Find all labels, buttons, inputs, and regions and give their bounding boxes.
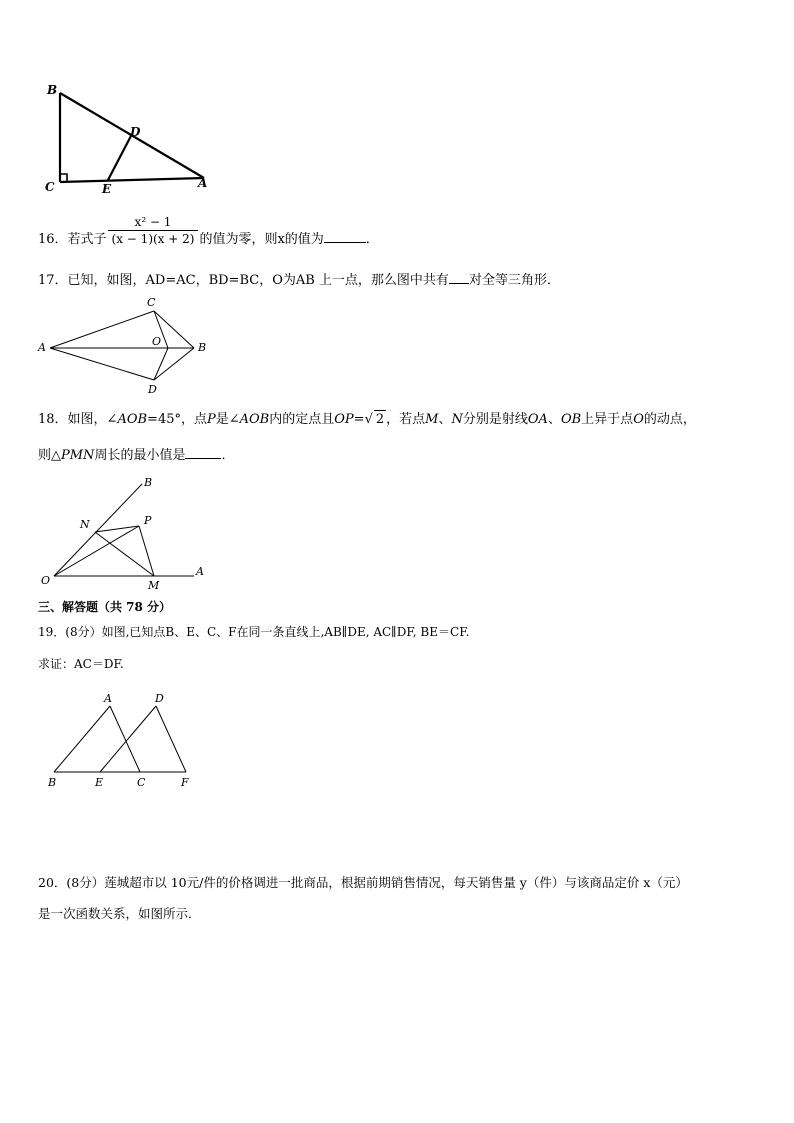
- q18-text: =: [353, 412, 365, 427]
- label-C: C: [147, 296, 156, 309]
- label-O: O: [152, 335, 162, 348]
- answer-blank-17[interactable]: [449, 271, 469, 284]
- question-18-line-2: [38, 446, 234, 465]
- q16-fraction: [108, 214, 199, 247]
- q18-var: AOB: [117, 412, 148, 427]
- q16-denominator: (x − 1)(x + 2): [111, 232, 195, 246]
- question-19: 19．(8分）如图,已知点B、E、C、F在同一条直线上,AB∥DE, AC∥DF, BE＝CF.: [38, 625, 470, 639]
- q18-var: M: [425, 412, 439, 427]
- label-A: A: [38, 341, 46, 354]
- q16-prefix: 16．若式子: [38, 232, 107, 247]
- question-20-line-2: 是一次函数关系，如图所示．: [38, 906, 201, 921]
- sqrt-radicand: 2: [375, 412, 385, 427]
- label-B: B: [48, 776, 57, 789]
- q18-var: OA: [527, 412, 548, 427]
- question-17: [38, 271, 560, 290]
- q18-var: O: [633, 412, 644, 427]
- answer-blank-18[interactable]: [185, 446, 221, 459]
- label-B: B: [144, 476, 153, 489]
- label-A: A: [196, 565, 204, 578]
- q18-var: P: [206, 412, 216, 427]
- q18-text: 是∠: [215, 412, 240, 427]
- q18-text: 周长的最小值是: [94, 448, 186, 463]
- figure-right-triangle: [40, 78, 220, 198]
- label-D: D: [148, 383, 157, 396]
- question-20-line-1: 20．(8分）莲城超市以 10元/件的价格调进一批商品，根据前期销售情况，每天销售量 y（件）与该商品定价 x（元）: [38, 875, 688, 890]
- figure-two-triangles: [40, 690, 200, 795]
- q18-var: OP: [334, 412, 354, 427]
- answer-blank-16[interactable]: [324, 230, 366, 243]
- q18-text: 的动点，: [643, 412, 696, 427]
- q16-suffix: 的值为零，则x的值为: [199, 232, 324, 247]
- label-N: N: [80, 518, 90, 531]
- q18-text: 18．如图，∠: [38, 412, 118, 427]
- q18-var: PMN: [61, 448, 95, 463]
- q18-var: N: [451, 412, 463, 427]
- label-D: D: [130, 125, 141, 139]
- figure-angle-aob: [36, 474, 216, 594]
- q18-var: OB: [560, 412, 582, 427]
- q16-end: ．: [365, 232, 379, 247]
- label-B: B: [47, 83, 58, 97]
- label-M: M: [148, 579, 160, 592]
- label-P: P: [144, 514, 152, 527]
- q18-text: 上异于点: [581, 412, 634, 427]
- q18-text: =45°，点: [147, 412, 207, 427]
- q16-numerator: x² − 1: [108, 214, 199, 231]
- q18-text: ．: [221, 448, 235, 463]
- q18-text: 分别是射线: [462, 412, 528, 427]
- q17-suffix: 对全等三角形．: [468, 273, 560, 288]
- figure-kite: [34, 296, 214, 396]
- q17-prefix: 17．已知，如图，AD=AC，BD=BC，O为AB 上一点，那么图中共有: [38, 273, 449, 288]
- sqrt-symbol: √: [364, 412, 373, 427]
- label-O: O: [41, 574, 51, 587]
- label-C: C: [45, 180, 55, 194]
- q18-text: 、: [547, 412, 561, 427]
- label-E: E: [102, 182, 112, 196]
- label-B: B: [198, 341, 207, 354]
- label-A: A: [104, 692, 112, 705]
- q18-text: ，若点: [386, 412, 426, 427]
- q18-text: 、: [438, 412, 452, 427]
- q18-var: AOB: [239, 412, 270, 427]
- question-19-prove: 求证：AC＝DF.: [38, 657, 124, 671]
- label-E: E: [95, 776, 104, 789]
- question-16: [38, 214, 379, 249]
- q18-text: 则△: [38, 448, 61, 463]
- label-C: C: [137, 776, 146, 789]
- q18-text: 内的定点且: [269, 412, 335, 427]
- label-F: F: [181, 776, 189, 789]
- question-18-line-1: [38, 410, 696, 429]
- label-A: A: [198, 176, 208, 190]
- label-D: D: [155, 692, 164, 705]
- section-heading-3: 三、解答题（共 78 分）: [38, 600, 172, 614]
